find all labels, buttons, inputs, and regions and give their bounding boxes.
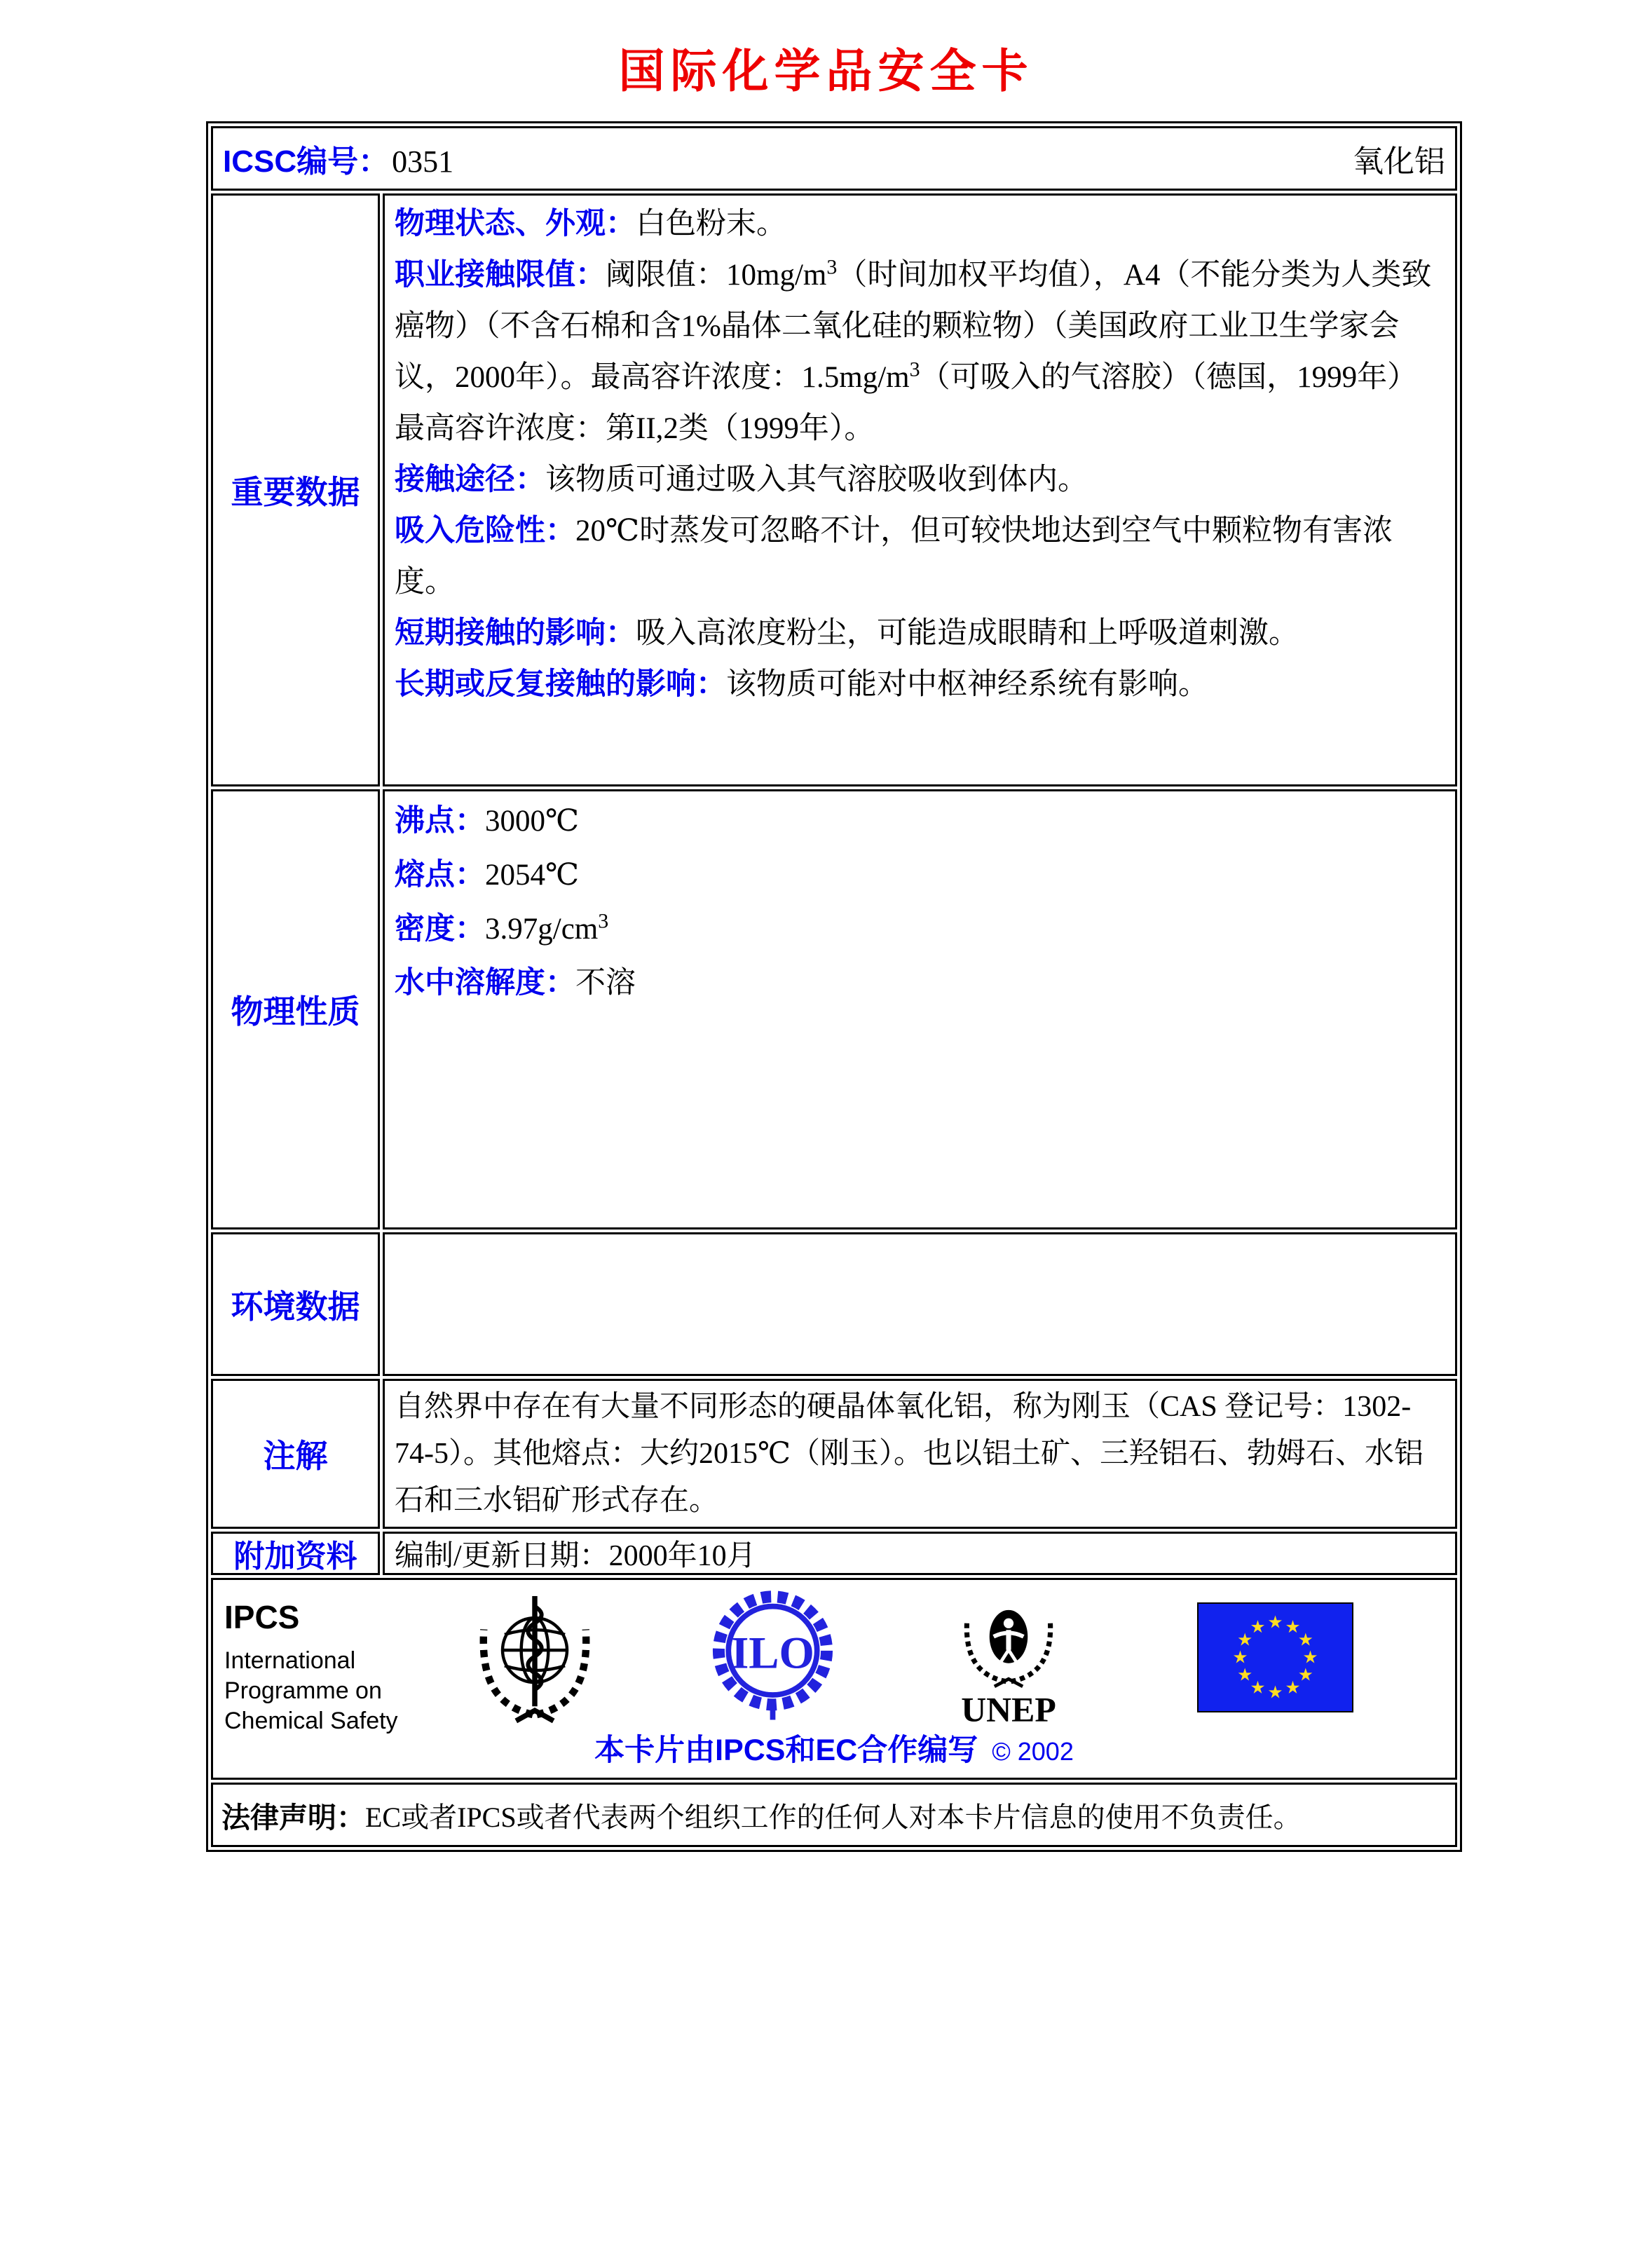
legal-cell (211, 1783, 1457, 1847)
ipcs-title: IPCS (224, 1599, 300, 1635)
field-label: 沸点： (395, 804, 485, 838)
update-date-text: 编制/更新日期：2000年10月 (395, 1540, 756, 1572)
eu-flag-icon (1197, 1602, 1353, 1716)
row-label-notes: 注解 (211, 1379, 380, 1529)
caption-text: 本卡片由IPCS和EC合作编写 (594, 1733, 978, 1767)
notes-row (211, 1379, 1457, 1529)
unep-logo-icon (946, 1588, 1071, 1731)
logos-row (211, 1578, 1457, 1780)
unep-logo-label: UNEP (961, 1690, 1056, 1727)
field-boiling-point: 沸点：3000℃ (395, 804, 580, 838)
field-label: 职业接触限值： (395, 258, 606, 292)
ipcs-text-block (224, 1598, 398, 1736)
environmental-data-content (383, 1232, 1457, 1376)
field-water-solubility: 水中溶解度：不溶 (395, 966, 636, 1000)
cooperation-caption (213, 1726, 1455, 1769)
page-title: 国际化学品安全卡 (618, 46, 1034, 97)
field-exposure-routes: 接触途径：该物质可通过吸入其气溶胶吸收到体内。 (395, 463, 1088, 496)
ipcs-line-2: Programme on (224, 1677, 382, 1704)
chemical-name: 氧化铝 (1353, 144, 1445, 179)
physical-properties-row (211, 789, 1457, 1229)
ilo-logo-label: ILO (731, 1628, 814, 1679)
icsc-number-value: 0351 (392, 144, 454, 179)
field-label: 短期接触的影响： (395, 616, 636, 650)
notes-content (383, 1379, 1457, 1529)
important-data-content (383, 193, 1457, 786)
superscript: 3 (909, 357, 920, 381)
additional-info-row (211, 1532, 1457, 1575)
row-label-important-data: 重要数据 (211, 193, 380, 786)
header-row (211, 126, 1457, 191)
field-melting-point: 熔点：2054℃ (395, 858, 580, 892)
legal-label: 法律声明： (221, 1801, 365, 1834)
environmental-data-row (211, 1232, 1457, 1376)
logos-cell (211, 1578, 1457, 1780)
row-label-environmental-data: 环境数据 (211, 1232, 380, 1376)
ipcs-line-3: Chemical Safety (224, 1708, 398, 1734)
ipcs-line-1: International (224, 1647, 356, 1674)
icsc-card-table (206, 121, 1462, 1852)
row-label-additional-info: 附加资料 (211, 1532, 380, 1575)
field-label: 密度： (395, 912, 485, 946)
field-label: 长期或反复接触的影响： (395, 667, 726, 701)
field-label: 熔点： (395, 858, 485, 892)
header-cell (211, 126, 1457, 191)
row-label-physical-properties: 物理性质 (211, 789, 380, 1229)
icsc-number-label: ICSC编号： (223, 144, 390, 179)
field-label: 吸入危险性： (395, 514, 575, 547)
legal-text: EC或者IPCS或者代表两个组织工作的任何人对本卡片信息的使用不负责任。 (365, 1801, 1302, 1833)
physical-properties-content (383, 789, 1457, 1229)
field-inhalation-risk: 吸入危险性：20℃时蒸发可忽略不计，但可较快地达到空气中颗粒物有害浓度。 (395, 514, 1393, 599)
field-label: 物理状态、外观： (395, 207, 636, 240)
ilo-logo-icon (708, 1586, 838, 1728)
copyright-text: © 2002 (992, 1737, 1074, 1766)
field-short-term-effects: 短期接触的影响：吸入高浓度粉尘，可能造成眼睛和上呼吸道刺激。 (395, 616, 1299, 650)
legal-row (211, 1783, 1457, 1847)
superscript: 3 (826, 255, 838, 279)
icsc-number-group (223, 136, 453, 181)
additional-info-content (383, 1532, 1457, 1575)
who-logo-icon (470, 1590, 599, 1731)
important-data-row (211, 193, 1457, 786)
superscript: 3 (598, 909, 609, 933)
field-label: 水中溶解度： (395, 966, 575, 1000)
field-occupational-exposure-limits: 职业接触限值：阈限值：$10mg/m^3$（时间加权平均值），A4（不能分类为人类致癌物）（不含石棉和含1%晶体二氧化硅的颗粒物）（美国政府工业卫生学家会议，2000年）。最高容许浓度：$1.5mg/m^3$（可吸入的气溶胶）（德国，1999年）最高容许浓度：第II,2类（1999年）。 (395, 255, 1432, 445)
field-physical-state: 物理状态、外观：白色粉末。 (395, 207, 786, 240)
field-long-term-effects: 长期或反复接触的影响：该物质可能对中枢神经系统有影响。 (395, 667, 1208, 701)
field-density: 密度：$3.97g/cm^3$ (395, 909, 609, 946)
field-label: 接触途径： (395, 463, 545, 496)
notes-text: 自然界中存在有大量不同形态的硬晶体氧化铝，称为刚玉（CAS 登记号：1302-74-5）。其他熔点：大约2015℃（刚玉）。也以铝土矿、三羟铝石、勃姆石、水铝石和三水铝矿形式存在。 (395, 1391, 1424, 1517)
